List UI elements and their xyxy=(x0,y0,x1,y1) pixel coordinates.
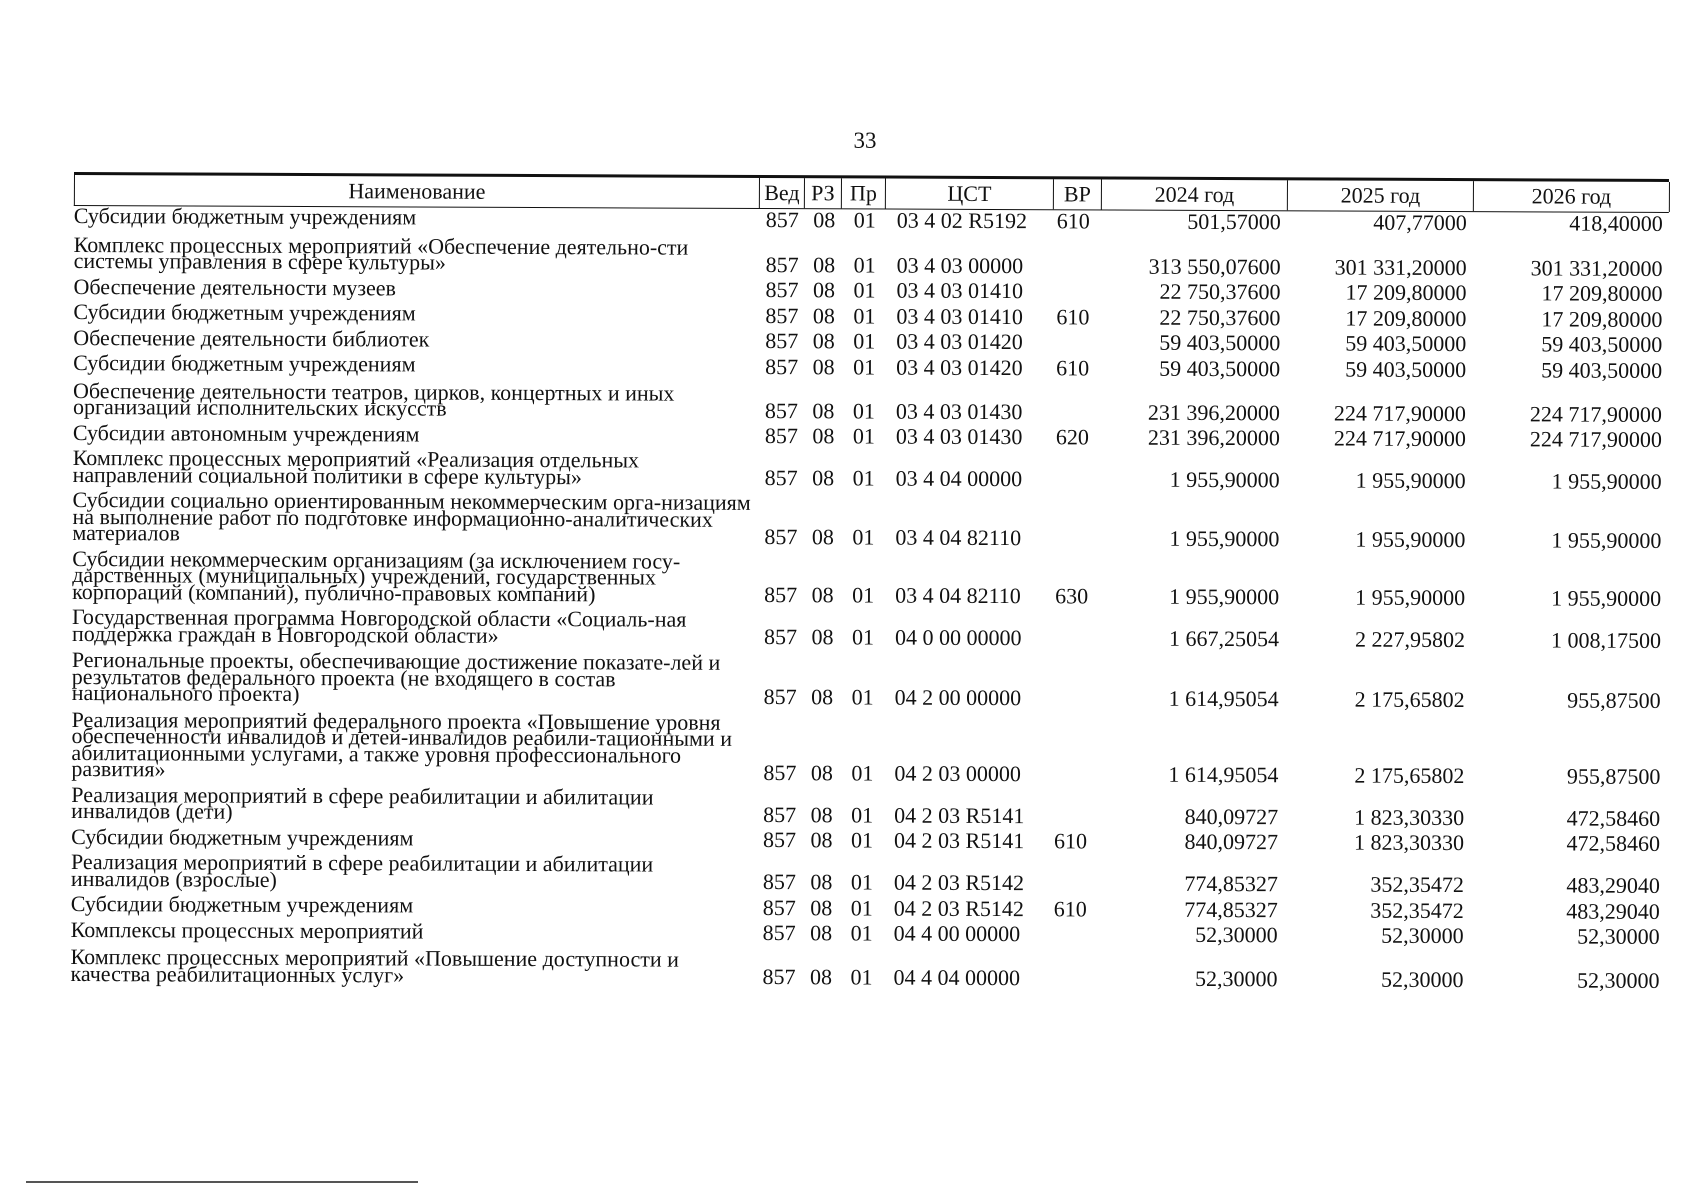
row-pr: 01 xyxy=(850,964,873,990)
row-amount-2025: 407,77000 xyxy=(1373,209,1467,235)
table-row xyxy=(70,943,1665,993)
row-ved: 857 xyxy=(763,624,798,650)
row-pr: 01 xyxy=(851,683,874,709)
table-row xyxy=(71,706,1666,789)
row-pr: 01 xyxy=(852,523,875,549)
row-amount-2024: 313 550,07600 xyxy=(1148,253,1281,279)
row-cst: 03 4 04 82110 xyxy=(895,582,1021,609)
row-name: Обеспечение деятельности театров, цирков, концертных и иных организаций исполнительских искусств xyxy=(72,377,675,421)
row-name: Субсидии автономным учреждениям xyxy=(72,419,420,447)
row-amount-2024: 1 955,90000 xyxy=(1169,466,1280,493)
row-amount-2024: 840,09727 xyxy=(1184,828,1279,855)
row-ved: 857 xyxy=(765,302,799,328)
row-name: Комплекс процессных мероприятий «Повышение доступности и качества реабилитационных услуг» xyxy=(70,943,680,987)
row-pr: 01 xyxy=(850,894,873,920)
row-amount-2024: 1 614,95054 xyxy=(1168,685,1279,711)
row-rz: 08 xyxy=(810,827,833,853)
row-amount-2025: 52,30000 xyxy=(1380,966,1464,993)
row-vr: 630 xyxy=(1055,583,1089,609)
table-row xyxy=(72,545,1667,611)
row-rz: 08 xyxy=(812,423,835,449)
row-name: Субсидии бюджетным учреждениям xyxy=(73,349,416,377)
row-vr: 610 xyxy=(1056,354,1090,380)
table-row xyxy=(71,646,1667,713)
row-cst: 04 2 03 R5141 xyxy=(894,802,1025,828)
row-ved: 857 xyxy=(765,251,799,277)
row-amount-2026: 59 403,50000 xyxy=(1541,331,1663,357)
row-pr: 01 xyxy=(851,801,874,827)
row-amount-2026: 955,87500 xyxy=(1567,687,1661,713)
header-2024: 2024 год xyxy=(1102,179,1288,210)
row-ved: 857 xyxy=(764,397,799,423)
header-ved: Вед xyxy=(760,178,805,208)
row-name: Реализация мероприятий федерального проекта «Повышение уровня обеспеченности инвалидов и детей-инвалидов реабили-тационными и абилитационными услугами, а также уровня профессионального развития» xyxy=(71,706,733,782)
row-name: Обеспечение деятельности музеев xyxy=(73,273,397,300)
row-amount-2024: 231 396,20000 xyxy=(1147,424,1280,451)
row-name: Государственная программа Новгородской области «Социаль-ная поддержка граждан в Новгородской области» xyxy=(71,603,687,648)
row-ved: 857 xyxy=(763,801,797,827)
row-rz: 08 xyxy=(811,624,834,650)
table-row xyxy=(72,486,1667,553)
table-row xyxy=(71,781,1666,831)
header-pr: Пр xyxy=(842,178,886,208)
row-vr: 620 xyxy=(1055,424,1089,450)
table-row xyxy=(70,916,1666,949)
row-amount-2025: 2 175,65802 xyxy=(1354,762,1465,788)
row-rz: 08 xyxy=(812,353,835,379)
row-rz: 08 xyxy=(813,251,836,277)
row-name: Реализация мероприятий в сфере реабилитации и абилитации инвалидов (взрослые) xyxy=(70,848,654,892)
row-amount-2026: 472,58460 xyxy=(1566,805,1661,831)
row-amount-2024: 22 750,37600 xyxy=(1159,278,1281,305)
row-ved: 857 xyxy=(764,465,798,491)
row-cst: 03 4 04 00000 xyxy=(895,465,1023,492)
row-name: Субсидии бюджетным учреждениям xyxy=(73,298,416,326)
row-cst: 03 4 03 01430 xyxy=(895,398,1023,424)
row-ved: 857 xyxy=(765,206,799,232)
row-name: Субсидии бюджетным учреждениям xyxy=(70,890,414,918)
page-number: 33 xyxy=(853,128,877,153)
row-amount-2026: 483,29040 xyxy=(1566,872,1660,898)
row-pr: 01 xyxy=(851,759,874,785)
row-vr: 610 xyxy=(1056,207,1090,233)
row-name: Субсидии социально ориентированным некоммерческим орга-низациям на выполнение работ по подготовке информационно-аналитических материалов xyxy=(72,486,751,546)
row-amount-2025: 2 227,95802 xyxy=(1354,626,1466,653)
row-cst: 03 4 03 01410 xyxy=(896,303,1023,329)
header-cst: ЦСТ xyxy=(886,179,1054,210)
row-amount-2026: 955,87500 xyxy=(1566,763,1661,789)
row-amount-2026: 224 717,90000 xyxy=(1529,426,1662,452)
row-amount-2025: 17 209,80000 xyxy=(1345,279,1467,306)
row-amount-2025: 301 331,20000 xyxy=(1334,254,1467,280)
row-cst: 04 4 00 00000 xyxy=(893,920,1021,947)
budget-table xyxy=(70,172,1669,993)
header-2026: 2026 год xyxy=(1474,181,1670,212)
row-amount-2025: 224 717,90000 xyxy=(1333,400,1467,426)
row-pr: 01 xyxy=(852,423,875,449)
row-pr: 01 xyxy=(850,869,873,895)
row-rz: 08 xyxy=(810,869,833,895)
row-cst: 03 4 04 82110 xyxy=(895,524,1022,550)
row-amount-2026: 224 717,90000 xyxy=(1529,400,1663,427)
row-amount-2024: 59 403,50000 xyxy=(1159,355,1281,381)
row-rz: 08 xyxy=(811,582,834,608)
row-pr: 01 xyxy=(851,827,874,853)
row-ved: 857 xyxy=(763,827,797,853)
row-ved: 857 xyxy=(762,964,796,990)
row-rz: 08 xyxy=(810,801,833,827)
row-pr: 01 xyxy=(852,397,876,423)
row-rz: 08 xyxy=(811,523,834,549)
row-amount-2025: 1 823,30330 xyxy=(1354,829,1465,856)
table-row xyxy=(72,419,1668,452)
row-pr: 01 xyxy=(853,251,876,277)
row-cst: 03 4 03 01420 xyxy=(896,328,1023,355)
row-amount-2026: 17 209,80000 xyxy=(1541,280,1663,306)
row-name: Комплексы процессных мероприятий xyxy=(70,916,424,944)
row-amount-2025: 1 955,90000 xyxy=(1355,467,1466,494)
row-rz: 08 xyxy=(811,683,834,709)
row-pr: 01 xyxy=(853,277,876,303)
row-amount-2025: 352,35472 xyxy=(1370,871,1464,898)
row-vr: 610 xyxy=(1056,303,1090,329)
row-pr: 01 xyxy=(853,302,876,328)
row-pr: 01 xyxy=(853,353,876,379)
row-ved: 857 xyxy=(765,353,799,379)
row-amount-2025: 224 717,90000 xyxy=(1333,425,1466,452)
row-cst: 03 4 02 R5192 xyxy=(896,207,1028,233)
row-name: Региональные проекты, обеспечивающие достижение показате-лей и результатов федерального проекта (не входящего в состав национального проекта) xyxy=(71,646,721,706)
row-cst: 04 0 00 00000 xyxy=(894,624,1022,651)
row-amount-2026: 1 955,90000 xyxy=(1551,526,1662,553)
row-ved: 857 xyxy=(765,328,799,354)
row-name: Комплекс процессных мероприятий «Обеспечение деятельно-сти системы управления в сфере культуры» xyxy=(73,231,689,275)
row-amount-2024: 501,57000 xyxy=(1187,208,1281,234)
row-cst: 03 4 03 01420 xyxy=(896,354,1023,380)
row-amount-2026: 17 209,80000 xyxy=(1541,305,1663,332)
row-amount-2024: 59 403,50000 xyxy=(1159,329,1281,356)
row-amount-2024: 52,30000 xyxy=(1195,921,1278,948)
row-ved: 857 xyxy=(762,869,796,895)
row-amount-2024: 1 667,25054 xyxy=(1168,625,1280,652)
row-amount-2024: 1 955,90000 xyxy=(1169,525,1280,551)
row-amount-2025: 59 403,50000 xyxy=(1345,356,1467,382)
row-amount-2024: 52,30000 xyxy=(1194,965,1278,992)
row-amount-2026: 483,29040 xyxy=(1566,898,1660,924)
row-cst: 04 2 03 R5141 xyxy=(894,827,1025,854)
table-body xyxy=(70,202,1668,993)
table-row xyxy=(71,603,1667,653)
row-rz: 08 xyxy=(810,759,833,785)
row-ved: 857 xyxy=(763,759,797,785)
row-cst: 03 4 03 01410 xyxy=(896,277,1024,304)
row-cst: 04 2 03 R5142 xyxy=(893,895,1025,921)
row-amount-2025: 59 403,50000 xyxy=(1345,330,1467,357)
row-name: Комплекс процессных мероприятий «Реализация отдельных направлений социальной политики в сфере культуры» xyxy=(72,444,640,489)
row-amount-2026: 59 403,50000 xyxy=(1541,356,1663,383)
row-rz: 08 xyxy=(812,328,835,354)
table-row xyxy=(73,231,1669,281)
row-amount-2025: 52,30000 xyxy=(1381,922,1464,949)
header-vr: ВР xyxy=(1054,179,1102,209)
table-row xyxy=(73,349,1668,383)
table-row xyxy=(70,848,1666,898)
table-row xyxy=(73,273,1668,306)
table-row xyxy=(72,444,1668,494)
row-cst: 04 2 00 00000 xyxy=(894,684,1022,710)
row-amount-2024: 840,09727 xyxy=(1184,803,1279,829)
table-row xyxy=(73,324,1668,357)
row-rz: 08 xyxy=(809,964,833,990)
row-amount-2024: 231 396,20000 xyxy=(1147,399,1281,425)
row-pr: 01 xyxy=(853,328,876,354)
table-row xyxy=(73,202,1669,236)
row-cst: 03 4 03 00000 xyxy=(896,252,1024,278)
row-amount-2024: 1 955,90000 xyxy=(1169,583,1280,610)
row-ved: 857 xyxy=(765,277,799,303)
footer-rule xyxy=(26,1181,418,1183)
table-row xyxy=(73,298,1668,332)
row-amount-2026: 301 331,20000 xyxy=(1530,254,1663,281)
row-amount-2025: 2 175,65802 xyxy=(1354,686,1465,712)
row-pr: 01 xyxy=(852,582,875,608)
row-amount-2025: 352,35472 xyxy=(1370,897,1464,923)
row-amount-2025: 17 209,80000 xyxy=(1345,305,1467,331)
row-ved: 857 xyxy=(764,582,798,608)
row-pr: 01 xyxy=(850,920,873,946)
table-row xyxy=(71,823,1666,856)
row-amount-2026: 418,40000 xyxy=(1569,210,1663,236)
row-amount-2026: 1 955,90000 xyxy=(1551,468,1662,494)
table-row xyxy=(70,890,1666,924)
row-pr: 01 xyxy=(851,624,875,650)
row-vr: 610 xyxy=(1054,828,1088,854)
row-pr: 01 xyxy=(852,465,875,491)
row-ved: 857 xyxy=(763,683,797,709)
row-name: Субсидии бюджетным учреждениям xyxy=(71,823,414,850)
row-cst: 04 4 04 00000 xyxy=(893,964,1021,991)
row-amount-2025: 1 823,30330 xyxy=(1354,804,1465,830)
row-cst: 04 2 03 R5142 xyxy=(893,869,1025,896)
row-amount-2024: 774,85327 xyxy=(1184,896,1278,922)
row-amount-2026: 472,58460 xyxy=(1566,830,1661,856)
row-ved: 857 xyxy=(762,920,796,946)
row-vr: 610 xyxy=(1053,895,1087,921)
row-name: Реализация мероприятий в сфере реабилитации и абилитации инвалидов (дети) xyxy=(71,781,654,824)
row-rz: 08 xyxy=(812,277,836,303)
row-amount-2026: 52,30000 xyxy=(1577,923,1660,949)
row-amount-2024: 22 750,37600 xyxy=(1159,304,1281,330)
row-rz: 08 xyxy=(810,894,833,920)
row-amount-2025: 1 955,90000 xyxy=(1355,584,1466,611)
row-amount-2024: 774,85327 xyxy=(1184,870,1278,897)
row-name: Субсидии бюджетным учреждениям xyxy=(73,202,417,230)
row-rz: 08 xyxy=(812,397,835,423)
row-name: Обеспечение деятельности библиотек xyxy=(73,324,430,352)
row-rz: 08 xyxy=(813,206,836,232)
header-rz: РЗ xyxy=(805,178,842,208)
row-rz: 08 xyxy=(812,302,835,328)
row-amount-2026: 1 008,17500 xyxy=(1550,627,1662,653)
row-ved: 857 xyxy=(764,423,798,449)
row-cst: 04 2 03 00000 xyxy=(894,760,1021,786)
row-name: Субсидии некоммерческим организациям (за исключением госу-дарственных (муниципальных) учреждений, государственных корпораций (компаний), публично-правовых компаний) xyxy=(72,545,681,606)
row-pr: 01 xyxy=(853,206,876,232)
header-2025: 2025 год xyxy=(1288,180,1474,211)
row-amount-2026: 1 955,90000 xyxy=(1551,585,1662,611)
header-name: Наименование xyxy=(75,175,760,208)
row-amount-2026: 52,30000 xyxy=(1576,967,1660,993)
row-amount-2024: 1 614,95054 xyxy=(1168,761,1279,787)
row-ved: 857 xyxy=(764,523,798,549)
table-row xyxy=(72,377,1668,427)
row-cst: 03 4 03 01430 xyxy=(895,423,1023,450)
row-rz: 08 xyxy=(812,465,835,491)
row-rz: 08 xyxy=(810,920,833,946)
row-ved: 857 xyxy=(762,894,796,920)
row-amount-2025: 1 955,90000 xyxy=(1355,526,1466,552)
